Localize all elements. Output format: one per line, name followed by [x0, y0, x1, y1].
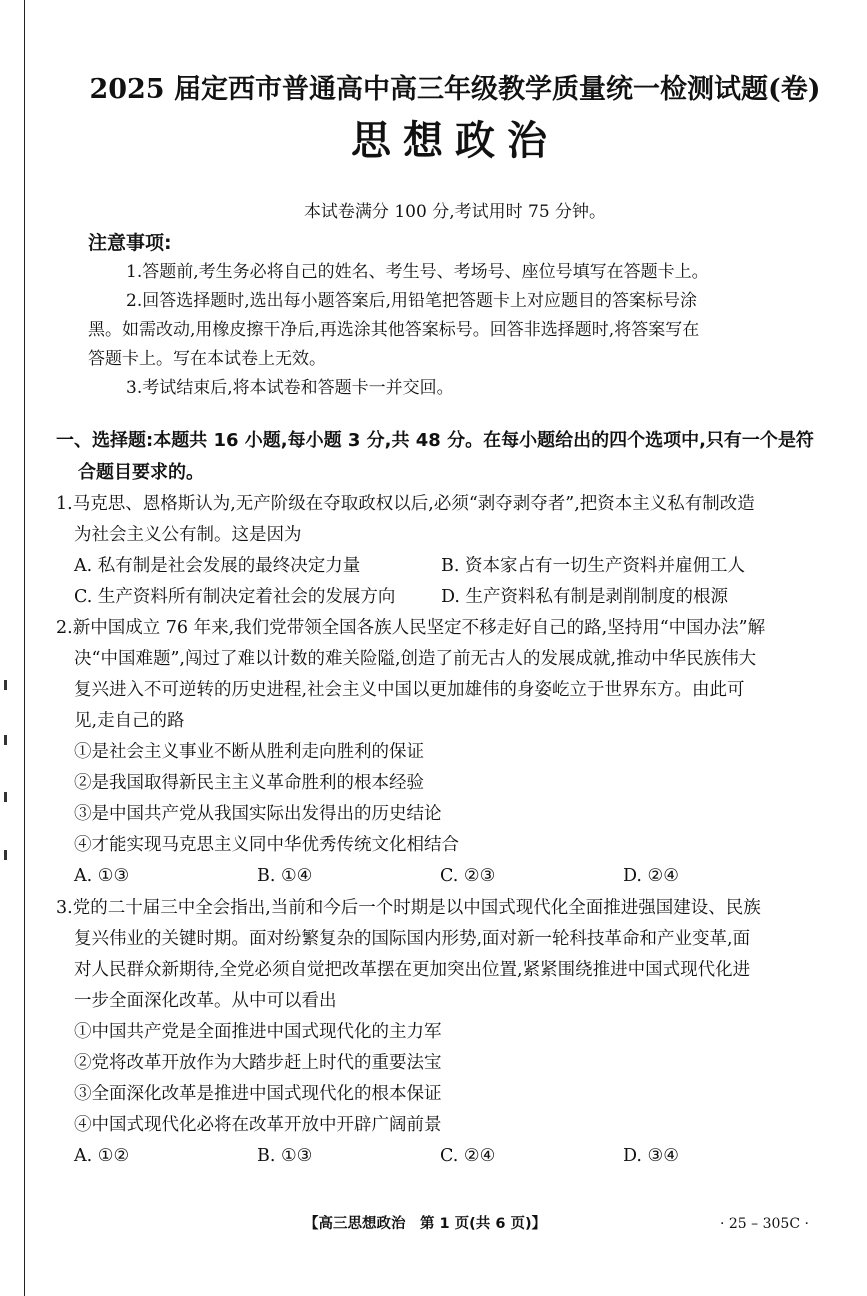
option-c: C. ②③	[440, 866, 496, 886]
page-number-label: 【高三思想政治 第 1 页(共 6 页)】	[304, 1216, 547, 1232]
option-b: B. ①③	[257, 1146, 313, 1166]
statement-1: ①中国共产党是全面推进中国式现代化的主力军	[74, 1022, 442, 1042]
question-stem-line: 为社会主义公有制。这是因为	[74, 525, 302, 545]
notice-item-1	[88, 258, 808, 287]
notice-line: 答题卡上。写在本试卷上无效。	[88, 349, 326, 369]
statement-3: ③是中国共产党从我国实际出发得出的历史结论	[74, 804, 442, 824]
binding-line	[24, 0, 25, 1296]
statement-3: ③全面深化改革是推进中国式现代化的根本保证	[74, 1084, 442, 1104]
question-stem-line: 决“中国难题”,闯过了难以计数的难关险隘,创造了前无古人的发展成就,推动中华民族伟大	[74, 649, 757, 669]
statement-1: ①是社会主义事业不断从胜利走向胜利的保证	[74, 742, 424, 762]
notice-line: 2.回答选择题时,选出每小题答案后,用铅笔把答题卡上对应题目的答案标号涂	[126, 291, 698, 311]
option-d: D. 生产资料私有制是剥削制度的根源	[441, 587, 729, 607]
question-stem-line: 复兴进入不可逆转的历史进程,社会主义中国以更加雄伟的身姿屹立于世界东方。由此可	[74, 680, 745, 700]
option-row	[56, 1141, 818, 1172]
option-a: A. ①③	[74, 866, 130, 886]
option-row	[56, 551, 818, 582]
question-stem-line: 对人民群众新期待,全党必须自觉把改革摆在更加突出位置,紧紧围绕推进中国式现代化进	[74, 960, 751, 980]
section-heading	[56, 425, 816, 489]
option-row	[56, 582, 818, 613]
question-stem-line: 一步全面深化改革。从中可以看出	[74, 991, 337, 1011]
notice-item-2	[88, 287, 808, 374]
option-b: B. 资本家占有一切生产资料并雇佣工人	[441, 556, 745, 576]
question-stem-line: 2.新中国成立 76 年来,我们党带领全国各族人民坚定不移走好自己的路,坚持用“中国办法”解	[56, 618, 766, 638]
section-line: 一、选择题:本题共 16 小题,每小题 3 分,共 48 分。在每小题给出的四个选项中,只有一个是符	[56, 430, 814, 451]
statement-4: ④才能实现马克思主义同中华优秀传统文化相结合	[74, 835, 459, 855]
option-d: D. ②④	[623, 866, 679, 886]
binding-mark	[4, 850, 7, 860]
statement-2: ②党将改革开放作为大踏步赶上时代的重要法宝	[74, 1053, 442, 1073]
question-2	[56, 613, 818, 892]
option-b: B. ①④	[257, 866, 313, 886]
section-line: 合题目要求的。	[78, 462, 204, 483]
exam-code: · 25 – 305C ·	[720, 1216, 809, 1232]
option-row	[56, 861, 818, 892]
statement-2: ②是我国取得新民主主义革命胜利的根本经验	[74, 773, 424, 793]
exam-title: 2025 届定西市普通高中高三年级教学质量统一检测试题(卷)	[89, 74, 821, 105]
question-3	[56, 893, 818, 1172]
option-c: C. ②④	[440, 1146, 496, 1166]
notice-line: 3.考试结束后,将本试卷和答题卡一并交回。	[126, 378, 454, 398]
question-stem-line: 1.马克思、恩格斯认为,无产阶级在夺取政权以后,必须“剥夺剥夺者”,把资本主义私有制改造	[56, 494, 755, 514]
option-a: A. ①②	[74, 1146, 130, 1166]
question-stem-line: 复兴伟业的关键时期。面对纷繁复杂的国际国内形势,面对新一轮科技革命和产业变革,面	[74, 929, 751, 949]
option-d: D. ③④	[623, 1146, 679, 1166]
option-c: C. 生产资料所有制决定着社会的发展方向	[74, 587, 396, 607]
question-1	[56, 489, 818, 613]
question-stem-line: 3.党的二十届三中全会指出,当前和今后一个时期是以中国式现代化全面推进强国建设、民族	[56, 898, 761, 918]
option-a: A. 私有制是社会发展的最终决定力量	[74, 556, 361, 576]
binding-mark	[4, 680, 7, 690]
notice-line: 1.答题前,考生务必将自己的姓名、考生号、考场号、座位号填写在答题卡上。	[126, 262, 709, 282]
statement-4: ④中国式现代化必将在改革开放中开辟广阔前景	[74, 1115, 442, 1135]
binding-mark	[4, 735, 7, 745]
exam-info: 本试卷满分 100 分,考试用时 75 分钟。	[303, 202, 607, 222]
notice-line: 黑。如需改动,用橡皮擦干净后,再选涂其他答案标号。回答非选择题时,将答案写在	[88, 320, 700, 340]
notice-item-3	[88, 374, 808, 403]
question-stem-line: 见,走自己的路	[74, 711, 185, 731]
subject-title: 思想政治	[351, 118, 559, 164]
binding-mark	[4, 792, 7, 802]
notice-title: 注意事项:	[88, 232, 172, 254]
